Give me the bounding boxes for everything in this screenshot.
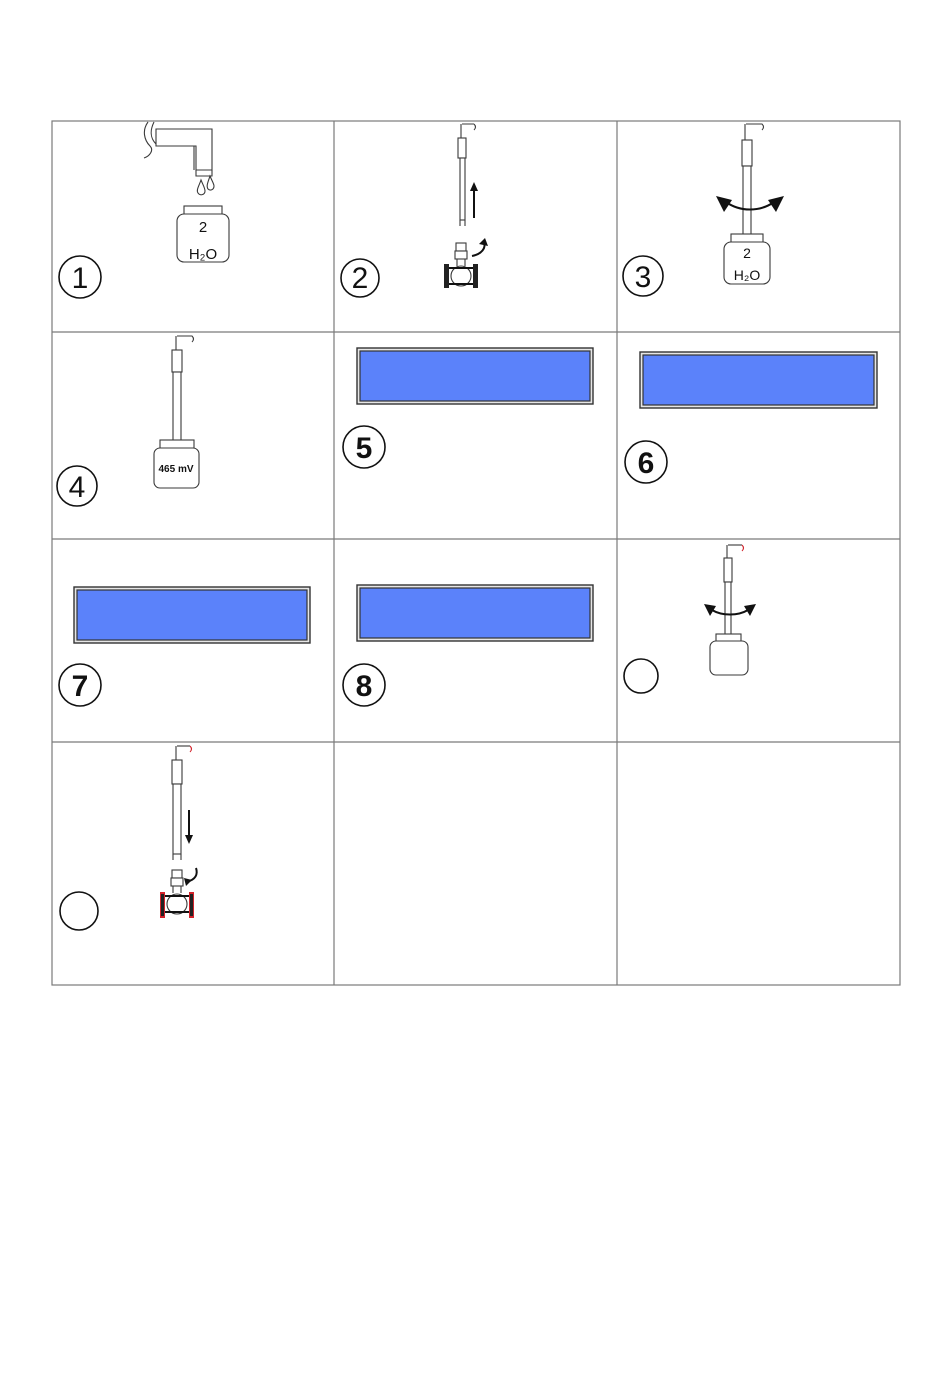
bottle-1-number: 2 (198, 219, 208, 236)
lcd-display-icon (357, 348, 593, 404)
cell-step-4 (57, 336, 199, 506)
sample-bottle-icon (724, 234, 770, 284)
probe-icon (742, 124, 764, 236)
lcd-display-icon (640, 352, 877, 408)
lcd-display-icon (357, 585, 593, 641)
step-10-circle (60, 892, 98, 930)
cell-step-10 (60, 746, 197, 930)
step-4-number: 4 (68, 471, 86, 504)
step-6-number: 6 (637, 447, 655, 480)
lcd-display-icon (74, 587, 310, 643)
sample-bottle-icon (710, 634, 748, 675)
water-tap-icon (144, 122, 214, 195)
cell-step-2 (341, 124, 488, 297)
step-8-number: 8 (355, 670, 373, 703)
probe-icon (724, 545, 744, 636)
step-3-number: 3 (634, 261, 652, 294)
step-7-number: 7 (71, 670, 89, 703)
cell-step-5 (343, 348, 593, 468)
sample-bottle-icon (154, 440, 199, 488)
cell-step-1 (59, 122, 229, 298)
down-arrow-icon (185, 810, 193, 844)
cell-step-6 (625, 352, 877, 483)
step-1-number: 1 (71, 262, 89, 295)
sample-bottle-icon (177, 206, 229, 263)
cell-step-8 (343, 585, 593, 706)
step-2-number: 2 (351, 262, 369, 295)
bottle-4-reading: 465 mV (158, 464, 194, 475)
bottle-3-formula: H₂O (733, 267, 761, 283)
cell-step-3 (623, 124, 784, 296)
cell-step-9 (624, 545, 756, 693)
probe-icon (458, 124, 476, 226)
cell-step-7 (59, 587, 310, 706)
step-5-number: 5 (355, 432, 373, 465)
up-arrow-icon (470, 182, 478, 218)
step-9-circle (624, 659, 658, 693)
bottle-1-formula: H₂O (188, 246, 218, 263)
pipe-clamp-icon (160, 868, 197, 918)
probe-icon (172, 336, 194, 442)
bottle-3-number: 2 (743, 245, 751, 261)
pipe-clamp-icon (444, 238, 488, 288)
